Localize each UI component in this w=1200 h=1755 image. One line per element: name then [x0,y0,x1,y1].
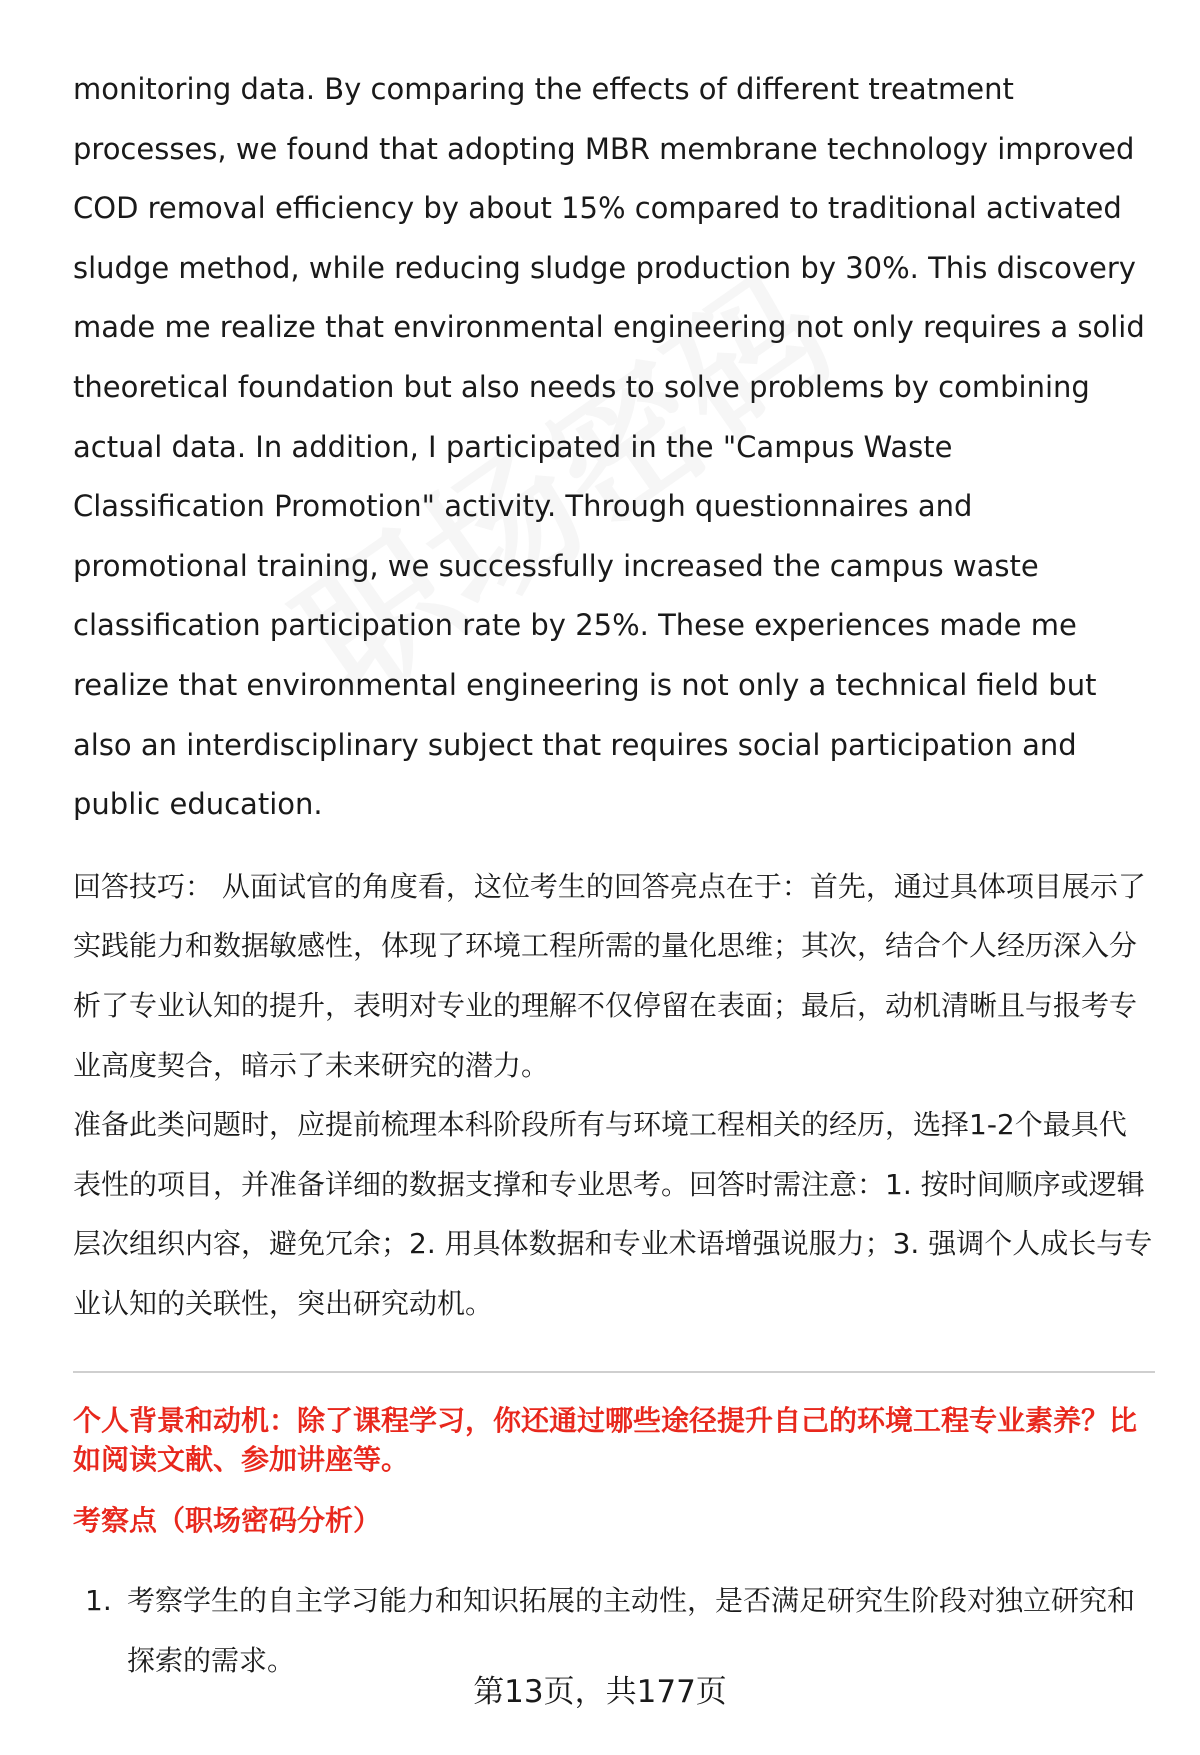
answer-tips-block [73,857,1153,1334]
list-item-number: 1. [85,1584,112,1618]
page-number-footer: 第13页，共177页 [473,1674,727,1710]
document-page [73,60,1153,1691]
preparation-advice-paragraph: 准备此类问题时，应提前梳理本科阶段所有与环境工程相关的经历，选择1-2个最具代表性的项目，并准备详细的数据支撑和专业思考。回答时需注意：1. 按时间顺序或逻辑层次组织内容，避免冗余；2. 用具体数据和专业术语增强说服力；3. 强调个人成长与专业认知的关联性，突出研究动机。 [73,1108,1153,1320]
list-item-text: 考察学生的自主学习能力和知识拓展的主动性，是否满足研究生阶段对独立研究和探索的需求。 [127,1584,1136,1678]
answer-tips-paragraph: 回答技巧： 从面试官的角度看，这位考生的回答亮点在于：首先，通过具体项目展示了实践能力和数据敏感性，体现了环境工程所需的量化思维；其次，结合个人经历深入分析了专业认知的提升，表明对专业的理解不仅停留在表面；最后，动机清晰且与报考专业高度契合，暗示了未来研究的潜力。 [73,869,1146,1082]
assessment-points-heading: 考察点（职场密码分析） [73,1504,382,1538]
question-title: 个人背景和动机：除了课程学习，你还通过哪些途径提升自己的环境工程专业素养？比如阅读文献、参加讲座等。 [73,1404,1138,1477]
section-divider [73,1371,1155,1373]
english-answer-paragraph: monitoring data. By comparing the effects of different treatment processes, we found that adopting MBR membrane technology improved COD removal efficiency by about 15% compared to traditional activated sludge method, while reducing sludge production by 30%. This discovery made me realize that environmental engineering not only requires a solid theoretical foundation but also needs to solve problems by combining actual data. In addition, I participated in the "Campus Waste Classification Promotion" activity. Through questionnaires and promotional training, we successfully increased the campus waste classification participation rate by 25%. These experiences made me realize that environmental engineering is not only a technical field but also an interdisciplinary subject that requires social participation and public education. [73,72,1145,822]
